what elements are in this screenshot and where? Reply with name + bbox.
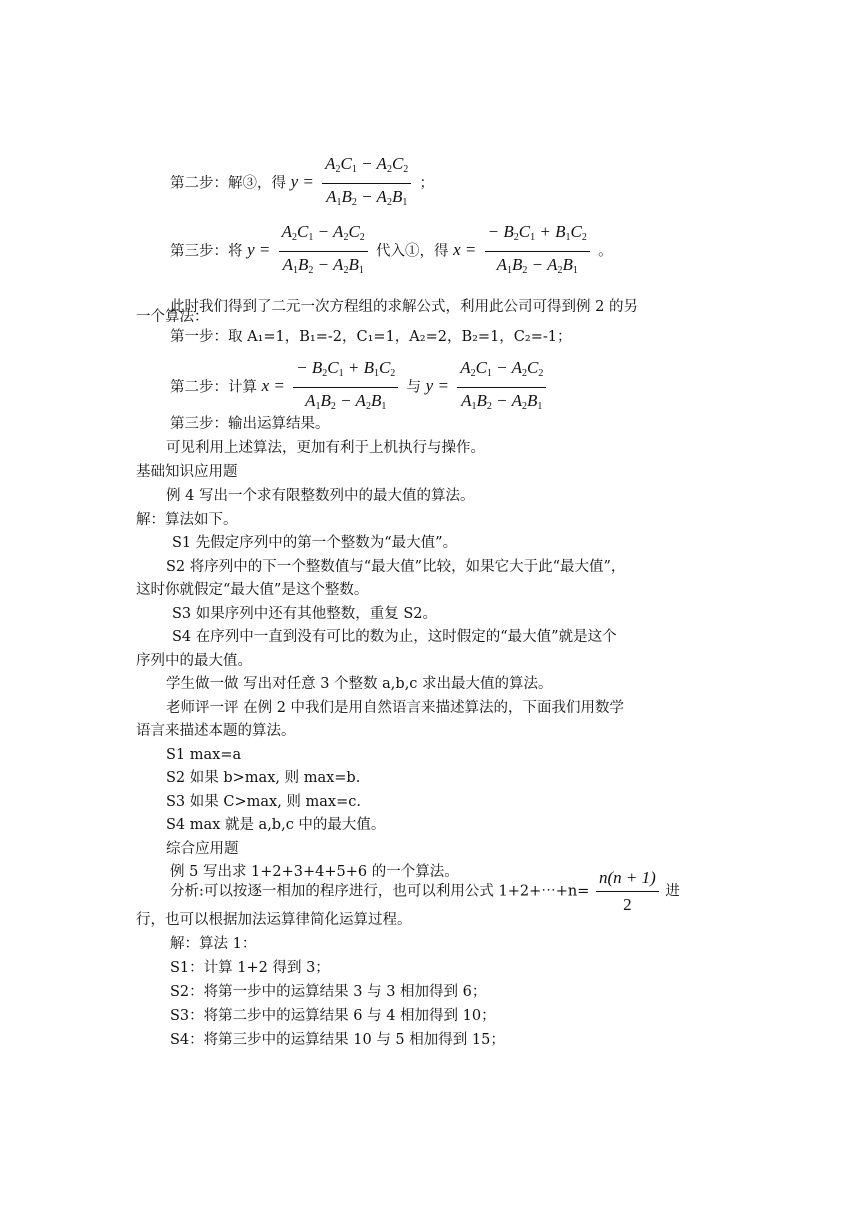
step3-mid: 代入①，得 [376,243,449,260]
max-s1: S1 max=a [166,747,242,763]
step3-label: 第三步：将 [170,243,243,260]
alt-y-formula: y = $\frac{A_2C_1 - A_2C_2}{A_1B_2 - A_2B_1}$ [426,376,551,395]
y-formula: y = $\frac{A_2C_1 - A_2C_2}{A_1B_2 - A_2B_1}$ [291,172,420,191]
step2-label: 第二步：解③，得 [170,175,286,192]
section-comp: 综合应用题 [166,841,239,857]
ex5-solution: 解：算法 1： [170,936,257,952]
alt-step1: 第一步：取 A₁=1，B₁=-2，C₁=1，A₂=2，B₂=1，C₂=-1； [170,329,572,345]
max-s4: S4 max 就是 a,b,c 中的最大值。 [166,817,386,833]
ex5-analysis-b: 行，也可以根据加法运算律简化运算过程。 [136,912,412,928]
step2-line [170,154,434,213]
ex4-solution: 解：算法如下。 [136,512,238,528]
ex5-formula-num: n(n + 1) [596,868,659,892]
ex5-s2: S2：将第一步中的运算结果 3 与 3 相加得到 6； [170,984,487,1000]
ex5-formula [596,868,659,915]
step3-line [170,222,613,281]
ex4-title: 例 4 写出一个求有限整数列中的最大值的算法。 [166,488,475,504]
ex4-s3: S3 如果序列中还有其他整数，重复 S2。 [172,606,438,622]
conclusion: 可见利用上述算法，更加有利于上机执行与操作。 [166,440,485,456]
student-task: 学生做一做 写出对任意 3 个整数 a,b,c 求出最大值的算法。 [166,676,553,692]
teacher-b: 语言来描述本题的算法。 [136,723,296,739]
ex5-s1: S1：计算 1+2 得到 3； [170,960,330,976]
para-formula-1: 此时我们得到了二元一次方程组的求解公式，利用此公司可得到例 2 的另 [170,299,638,315]
alt-step2-line [170,358,550,417]
ex5-s4: S4：将第三步中的运算结果 10 与 5 相加得到 15； [170,1032,505,1048]
teacher-a: 老师评一评 在例 2 中我们是用自然语言来描述算法的，下面我们用数学 [166,700,625,716]
ex5-analysis-a: 分析:可以按逐一相加的程序进行，也可以利用公式 1+2+⋯+n= [170,883,590,900]
ex5-analysis-line [170,868,680,915]
ex5-title: 例 5 写出求 1+2+3+4+5+6 的一个算法。 [170,864,459,880]
ex4-s2a: S2 将序列中的下一个整数值与“最大值”比较，如果它大于此“最大值”， [166,559,626,575]
para-formula-2: 一个算法： [136,309,209,325]
max-s2: S2 如果 b>max, 则 max=b. [166,770,361,786]
y-formula-sub: y = $\frac{A_2C_1 - A_2C_2}{A_1B_2 - A_2B_1}$ [247,240,376,259]
ex4-s2b: 这时你就假定“最大值”是这个整数。 [136,582,369,598]
max-s3: S3 如果 C>max, 则 max=c. [166,794,361,810]
section-basic: 基础知识应用题 [136,464,238,480]
ex4-s1: S1 先假定序列中的第一个整数为“最大值”。 [172,535,458,551]
alt-step3: 第三步：输出运算结果。 [170,416,330,432]
alt-step2-label: 第二步：计算 [170,379,257,396]
alt-step2-with: 与 [406,379,422,396]
ex5-analysis-tail: 进 [665,883,680,900]
ex5-s3: S3：将第二步中的运算结果 6 与 4 相加得到 10； [170,1008,496,1024]
step2-tail: ； [419,175,435,192]
x-formula: x = $\frac{- B_2C_1 + B_1C_2}{A_1B_2 - A_2B_1}$ [453,240,598,259]
alt-x-formula: x = $\frac{- B_2C_1 + B_1C_2}{A_1B_2 - A_2B_1}$ [262,376,407,395]
ex4-s4a: S4 在序列中一直到没有可比的数为止，这时假定的“最大值”就是这个 [172,629,617,645]
ex4-s4b: 序列中的最大值。 [136,653,252,669]
step3-tail: 。 [598,243,613,260]
ex5-formula-den: 2 [623,895,632,914]
